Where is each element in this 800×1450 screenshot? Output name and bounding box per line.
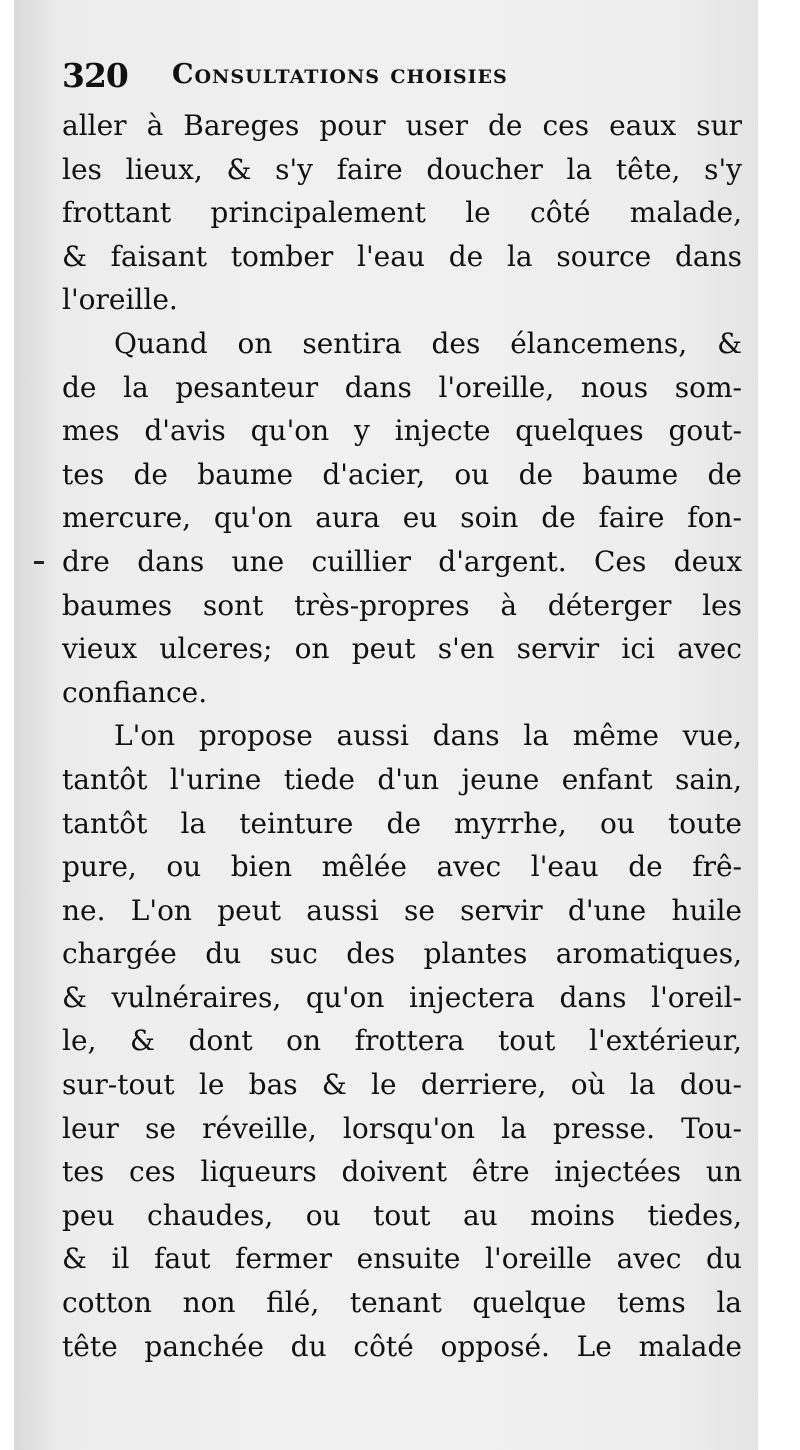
text-line: tes ces liqueurs doivent être injectées un (62, 1155, 742, 1189)
text-line: frottant principalement le côté malade, (62, 196, 742, 230)
text-line: peu chaudes, ou tout au moins tiedes, (62, 1198, 742, 1232)
text-line: l'oreille. (62, 283, 178, 317)
text-line: tête panchée du côté opposé. Le malade (62, 1329, 742, 1363)
text-line: L'on propose aussi dans la même vue, (114, 719, 742, 753)
text-line: baumes sont très-propres à déterger les (62, 588, 742, 622)
page-edge (758, 0, 800, 1450)
running-title: Consultations choisies (172, 59, 508, 90)
text-line: & il faut fermer ensuite l'oreille avec du (62, 1242, 742, 1276)
text-line: de la pesanteur dans l'oreille, nous som- (62, 370, 742, 404)
text-line: le, & dont on frottera tout l'extérieur, (62, 1024, 742, 1058)
text-line: les lieux, & s'y faire doucher la tête, s'y (62, 152, 742, 186)
body-text (62, 104, 742, 1368)
text-line: tantôt la teinture de myrrhe, ou toute (62, 806, 742, 840)
text-line: chargée du suc des plantes aromatiques, (62, 937, 742, 971)
text-line: cotton non filé, tenant quelque tems la (62, 1286, 742, 1320)
text-line: & faisant tomber l'eau de la source dans (62, 239, 742, 273)
margin-mark (34, 561, 44, 564)
page-number: 320 (62, 56, 128, 95)
text-line: Quand on sentira des élancemens, & (114, 326, 742, 360)
text-line: mes d'avis qu'on y injecte quelques gout- (62, 414, 742, 448)
text-line: aller à Bareges pour user de ces eaux sur (62, 109, 742, 142)
text-line: mercure, qu'on aura eu soin de faire fon- (62, 501, 742, 535)
text-line: sur-tout le bas & le derriere, où la dou- (62, 1068, 742, 1102)
text-line: & vulnéraires, qu'on injectera dans l'oreil- (62, 980, 742, 1014)
text-line: ne. L'on peut aussi se servir d'une huile (62, 893, 742, 927)
text-line: tantôt l'urine tiede d'un jeune enfant sain, (62, 762, 742, 796)
text-line: tes de baume d'acier, ou de baume de (62, 457, 742, 491)
text-line: dre dans une cuillier d'argent. Ces deux (62, 544, 742, 578)
text-line: vieux ulceres; on peut s'en servir ici avec (62, 632, 742, 666)
text-line: leur se réveille, lorsqu'on la presse. Tou- (62, 1111, 742, 1145)
text-line: pure, ou bien mêlée avec l'eau de frê- (62, 850, 742, 884)
text-line: confiance. (62, 675, 208, 709)
